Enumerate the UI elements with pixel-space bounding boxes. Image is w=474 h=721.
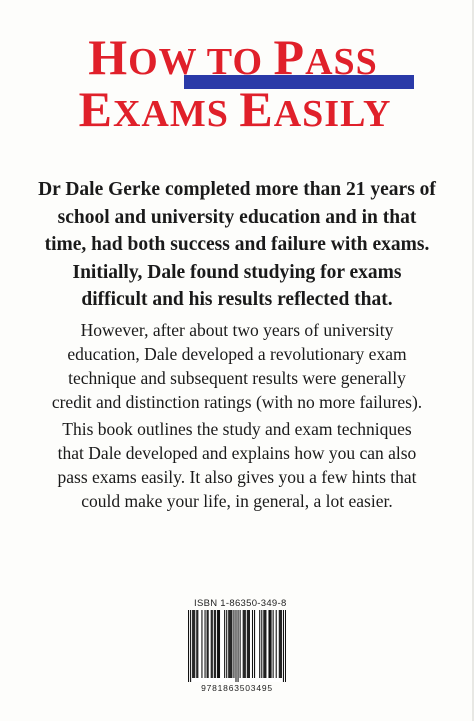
barcode-bar (215, 610, 216, 678)
para3-line: This book outlines the study and exam techniques (62, 419, 412, 439)
barcode-digits: 9781863503495 (201, 683, 273, 693)
intro-line: Initially, Dale found studying for exams (72, 261, 402, 283)
para2-line: education, Dale developed a revolutionary exam (67, 344, 407, 364)
barcode-bar (212, 610, 213, 678)
third-paragraph (30, 417, 444, 513)
title-line-2: EXAMS EASILY (78, 81, 392, 137)
barcode-bar (193, 610, 194, 678)
barcode-bar (218, 610, 219, 678)
barcode-bar (269, 610, 270, 678)
barcode-bar (226, 610, 227, 678)
para3-line: could make your life, in general, a lot easier. (81, 491, 393, 511)
isbn-label: ISBN 1-86350-349-8 (194, 598, 287, 609)
barcode-bar (214, 610, 215, 678)
barcode-bar (192, 610, 193, 678)
book-title (0, 28, 474, 148)
barcode-bar (259, 610, 260, 678)
barcode-bar (205, 610, 206, 678)
barcode-bar (280, 610, 281, 678)
barcode-bar (235, 610, 236, 682)
barcode-bar (197, 610, 198, 678)
barcode-bar (245, 610, 246, 678)
barcode-bar (207, 610, 208, 678)
para2-line: technique and subsequent results were generally (68, 368, 406, 388)
barcode-bar (254, 610, 255, 678)
second-paragraph (30, 318, 444, 414)
barcode-bar (264, 610, 265, 678)
barcode-bar (217, 610, 218, 678)
barcode-bar (271, 610, 272, 678)
barcode-bar (240, 610, 241, 678)
barcode-bar (273, 610, 274, 678)
barcode-bar (268, 610, 269, 678)
barcode-bar (261, 610, 262, 678)
barcode-bar (276, 610, 277, 678)
barcode-bar (230, 610, 231, 678)
intro-paragraph (30, 176, 444, 314)
intro-line: school and university education and in that (57, 206, 417, 228)
title-line-1: HOW TO PASS (88, 29, 378, 85)
intro-line: Dr Dale Gerke completed more than 21 years of (38, 179, 436, 200)
barcode-bar (231, 610, 232, 678)
barcode-bar (188, 610, 189, 682)
barcode (188, 610, 286, 682)
barcode-bar (196, 610, 197, 678)
barcode-bar (249, 610, 250, 678)
barcode-bar (244, 610, 245, 678)
barcode-bar (243, 610, 244, 678)
barcode-bar (211, 610, 212, 678)
para3-line: pass exams easily. It also gives you a few hints that (57, 467, 417, 487)
barcode-bar (190, 610, 191, 682)
barcode-bar (285, 610, 286, 682)
barcode-bar (194, 610, 195, 678)
barcode-bar (252, 610, 253, 678)
barcode-bar (238, 610, 239, 682)
barcode-bar (279, 610, 280, 678)
barcode-bar (265, 610, 266, 678)
para2-line: However, after about two years of university (80, 320, 394, 340)
barcode-bar (201, 610, 202, 678)
barcode-bar (263, 610, 264, 678)
para3-line: that Dale developed and explains how you can also (57, 443, 417, 463)
barcode-bar (208, 610, 209, 678)
barcode-bars (188, 610, 286, 682)
intro-line: time, had both success and failure with exams. (44, 234, 430, 255)
barcode-bar (247, 610, 248, 678)
barcode-bar (228, 610, 229, 678)
barcode-bar (281, 610, 282, 678)
barcode-bar (219, 610, 220, 678)
barcode-bar (224, 610, 225, 678)
barcode-bar (283, 610, 284, 682)
para2-line: credit and distinction ratings (with no more failures). (51, 392, 423, 412)
barcode-bar (248, 610, 249, 678)
intro-line: difficult and his results reflected that. (81, 289, 393, 310)
barcode-bar (229, 610, 230, 678)
barcode-bar (233, 610, 234, 678)
